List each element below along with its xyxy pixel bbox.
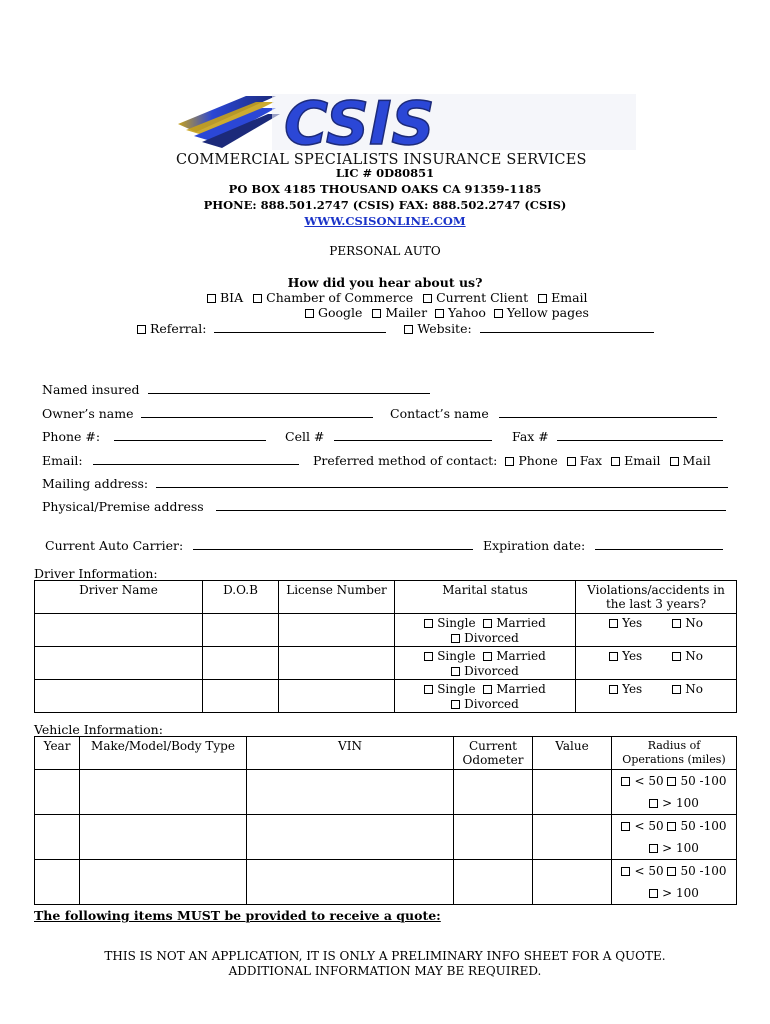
col-vin: VIN <box>247 737 454 770</box>
vehicle-table <box>34 736 737 905</box>
checkbox-icon[interactable] <box>672 619 681 628</box>
col-driver-name: Driver Name <box>35 581 203 614</box>
email-field[interactable] <box>93 454 299 465</box>
odometer-cell[interactable] <box>454 860 533 905</box>
checkbox-icon[interactable] <box>667 777 676 786</box>
checkbox-icon[interactable] <box>621 867 630 876</box>
checkbox-icon[interactable] <box>483 619 492 628</box>
checkbox-icon[interactable] <box>609 619 618 628</box>
dob-cell[interactable] <box>203 680 279 713</box>
driver-name-cell[interactable] <box>35 647 203 680</box>
violations-cell: Yes No <box>576 614 737 647</box>
violations-cell: Yes No <box>576 647 737 680</box>
fax-label: Fax # <box>512 429 549 444</box>
checkbox-icon[interactable] <box>538 294 547 303</box>
driver-table <box>34 580 737 713</box>
checkbox-icon[interactable] <box>207 294 216 303</box>
driver-row <box>35 647 737 680</box>
year-cell[interactable] <box>35 860 80 905</box>
phone-field[interactable] <box>114 430 266 441</box>
checkbox-icon[interactable] <box>494 309 503 318</box>
checkbox-icon[interactable] <box>609 685 618 694</box>
vin-cell[interactable] <box>247 770 454 815</box>
col-radius: Radius of Operations (miles) <box>612 737 737 770</box>
year-cell[interactable] <box>35 770 80 815</box>
col-dob: D.O.B <box>203 581 279 614</box>
referral-field[interactable] <box>214 322 386 333</box>
value-cell[interactable] <box>533 770 612 815</box>
named-insured-label: Named insured <box>42 382 140 397</box>
physical-label: Physical/Premise address <box>42 499 204 514</box>
checkbox-icon[interactable] <box>483 652 492 661</box>
value-cell[interactable] <box>533 860 612 905</box>
phone-fax: PHONE: 888.501.2747 (CSIS) FAX: 888.502.2747 (CSIS) <box>203 198 567 212</box>
checkbox-icon[interactable] <box>423 294 432 303</box>
named-insured-field[interactable] <box>148 383 430 394</box>
checkbox-icon[interactable] <box>649 844 658 853</box>
odometer-cell[interactable] <box>454 770 533 815</box>
contacts-name-label: Contact’s name <box>390 406 489 421</box>
checkbox-icon[interactable] <box>451 700 460 709</box>
checkbox-icon[interactable] <box>672 652 681 661</box>
year-cell[interactable] <box>35 815 80 860</box>
checkbox-icon[interactable] <box>621 822 630 831</box>
driver-name-cell[interactable] <box>35 680 203 713</box>
cell-field[interactable] <box>334 430 492 441</box>
checkbox-icon[interactable] <box>435 309 444 318</box>
owners-name-label: Owner’s name <box>42 406 134 421</box>
checkbox-icon[interactable] <box>649 799 658 808</box>
vehicle-row <box>35 815 737 860</box>
driver-name-cell[interactable] <box>35 614 203 647</box>
csis-logo <box>176 92 636 152</box>
required-items-heading: The following items MUST be provided to receive a quote: <box>34 908 441 923</box>
radius-cell: < 50 50 -100 > 100 <box>612 860 737 905</box>
checkbox-icon[interactable] <box>621 777 630 786</box>
license-cell[interactable] <box>279 647 395 680</box>
value-cell[interactable] <box>533 815 612 860</box>
make-model-cell[interactable] <box>80 770 247 815</box>
checkbox-icon[interactable] <box>667 867 676 876</box>
vin-cell[interactable] <box>247 815 454 860</box>
preferred-label: Preferred method of contact: <box>313 453 498 468</box>
option-yellow-pages[interactable]: Yellow pages <box>494 305 589 320</box>
odometer-cell[interactable] <box>454 815 533 860</box>
notice-line-1: THIS IS NOT AN APPLICATION, IT IS ONLY A PRELIMINARY INFO SHEET FOR A QUOTE. <box>104 949 666 963</box>
hear-row3 <box>137 321 654 336</box>
vin-cell[interactable] <box>247 860 454 905</box>
marital-cell: Single Married Divorced <box>395 680 576 713</box>
make-model-cell[interactable] <box>80 815 247 860</box>
phone-label: Phone #: <box>42 429 101 444</box>
dob-cell[interactable] <box>203 614 279 647</box>
contacts-name-field[interactable] <box>499 407 717 418</box>
col-marital: Marital status <box>395 581 576 614</box>
checkbox-icon[interactable] <box>567 457 576 466</box>
option-chamber[interactable]: Chamber of Commerce <box>253 290 413 305</box>
option-bia[interactable]: BIA <box>207 290 243 305</box>
radius-cell: < 50 50 -100 > 100 <box>612 815 737 860</box>
col-value: Value <box>533 737 612 770</box>
option-current-client[interactable]: Current Client <box>423 290 528 305</box>
marital-cell: Single Married Divorced <box>395 614 576 647</box>
option-email[interactable]: Email <box>538 290 587 305</box>
checkbox-icon[interactable] <box>667 822 676 831</box>
marital-cell: Single Married Divorced <box>395 647 576 680</box>
col-year: Year <box>35 737 80 770</box>
website-label: Website: <box>417 321 472 336</box>
expiration-label: Expiration date: <box>483 538 586 553</box>
pref-phone[interactable]: Phone <box>505 453 557 468</box>
license-number: LIC # 0D80851 <box>335 166 435 180</box>
physical-field[interactable] <box>216 500 726 511</box>
vehicle-row <box>35 770 737 815</box>
checkbox-icon[interactable] <box>611 457 620 466</box>
vehicle-section-label: Vehicle Information: <box>34 722 163 737</box>
logo-text: CSIS <box>284 92 435 152</box>
option-yahoo[interactable]: Yahoo <box>435 305 486 320</box>
pref-email[interactable]: Email <box>611 453 660 468</box>
checkbox-icon[interactable] <box>483 685 492 694</box>
driver-section-label: Driver Information: <box>34 566 158 581</box>
dob-cell[interactable] <box>203 647 279 680</box>
option-google[interactable]: Google <box>305 305 362 320</box>
checkbox-icon[interactable] <box>424 652 433 661</box>
checkbox-icon[interactable] <box>372 309 381 318</box>
website-field[interactable] <box>480 322 654 333</box>
col-make-model: Make/Model/Body Type <box>80 737 247 770</box>
violations-cell: Yes No <box>576 680 737 713</box>
checkbox-icon[interactable] <box>649 889 658 898</box>
col-license: License Number <box>279 581 395 614</box>
checkbox-icon[interactable] <box>672 685 681 694</box>
checkbox-icon[interactable] <box>253 294 262 303</box>
col-odometer: Current Odometer <box>454 737 533 770</box>
checkbox-icon[interactable] <box>404 325 413 334</box>
checkbox-icon[interactable] <box>424 685 433 694</box>
owners-name-field[interactable] <box>141 407 373 418</box>
make-model-cell[interactable] <box>80 860 247 905</box>
col-violations: Violations/accidents in the last 3 years? <box>576 581 737 614</box>
checkbox-icon[interactable] <box>451 667 460 676</box>
pref-mail[interactable]: Mail <box>670 453 711 468</box>
email-label: Email: <box>42 453 83 468</box>
license-cell[interactable] <box>279 680 395 713</box>
hear-row2 <box>305 305 589 320</box>
logo-subtitle: COMMERCIAL SPECIALISTS INSURANCE SERVICES <box>176 152 587 168</box>
checkbox-icon[interactable] <box>424 619 433 628</box>
checkbox-icon[interactable] <box>670 457 679 466</box>
mailing-label: Mailing address: <box>42 476 149 491</box>
pref-fax[interactable]: Fax <box>567 453 602 468</box>
carrier-field[interactable] <box>193 539 473 550</box>
preferred-contact <box>313 453 711 468</box>
hear-row1 <box>207 290 588 305</box>
logo-swoosh <box>176 92 636 152</box>
fax-field[interactable] <box>557 430 723 441</box>
mailing-field[interactable] <box>156 477 728 488</box>
option-mailer[interactable]: Mailer <box>372 305 427 320</box>
expiration-field[interactable] <box>595 539 723 550</box>
checkbox-icon[interactable] <box>451 634 460 643</box>
checkbox-icon[interactable] <box>137 325 146 334</box>
checkbox-icon[interactable] <box>305 309 314 318</box>
checkbox-icon[interactable] <box>609 652 618 661</box>
address: PO BOX 4185 THOUSAND OAKS CA 91359-1185 <box>228 182 542 196</box>
license-cell[interactable] <box>279 614 395 647</box>
vehicle-row <box>35 860 737 905</box>
driver-row <box>35 680 737 713</box>
cell-label: Cell # <box>285 429 325 444</box>
carrier-label: Current Auto Carrier: <box>45 538 184 553</box>
checkbox-icon[interactable] <box>505 457 514 466</box>
driver-row <box>35 614 737 647</box>
website-link[interactable]: WWW.CSISONLINE.COM <box>304 214 466 228</box>
notice-line-2: ADDITIONAL INFORMATION MAY BE REQUIRED. <box>228 964 542 978</box>
referral-label: Referral: <box>150 321 207 336</box>
hear-question: How did you hear about us? <box>287 275 483 290</box>
radius-cell: < 50 50 -100 > 100 <box>612 770 737 815</box>
form-title: PERSONAL AUTO <box>329 244 441 258</box>
